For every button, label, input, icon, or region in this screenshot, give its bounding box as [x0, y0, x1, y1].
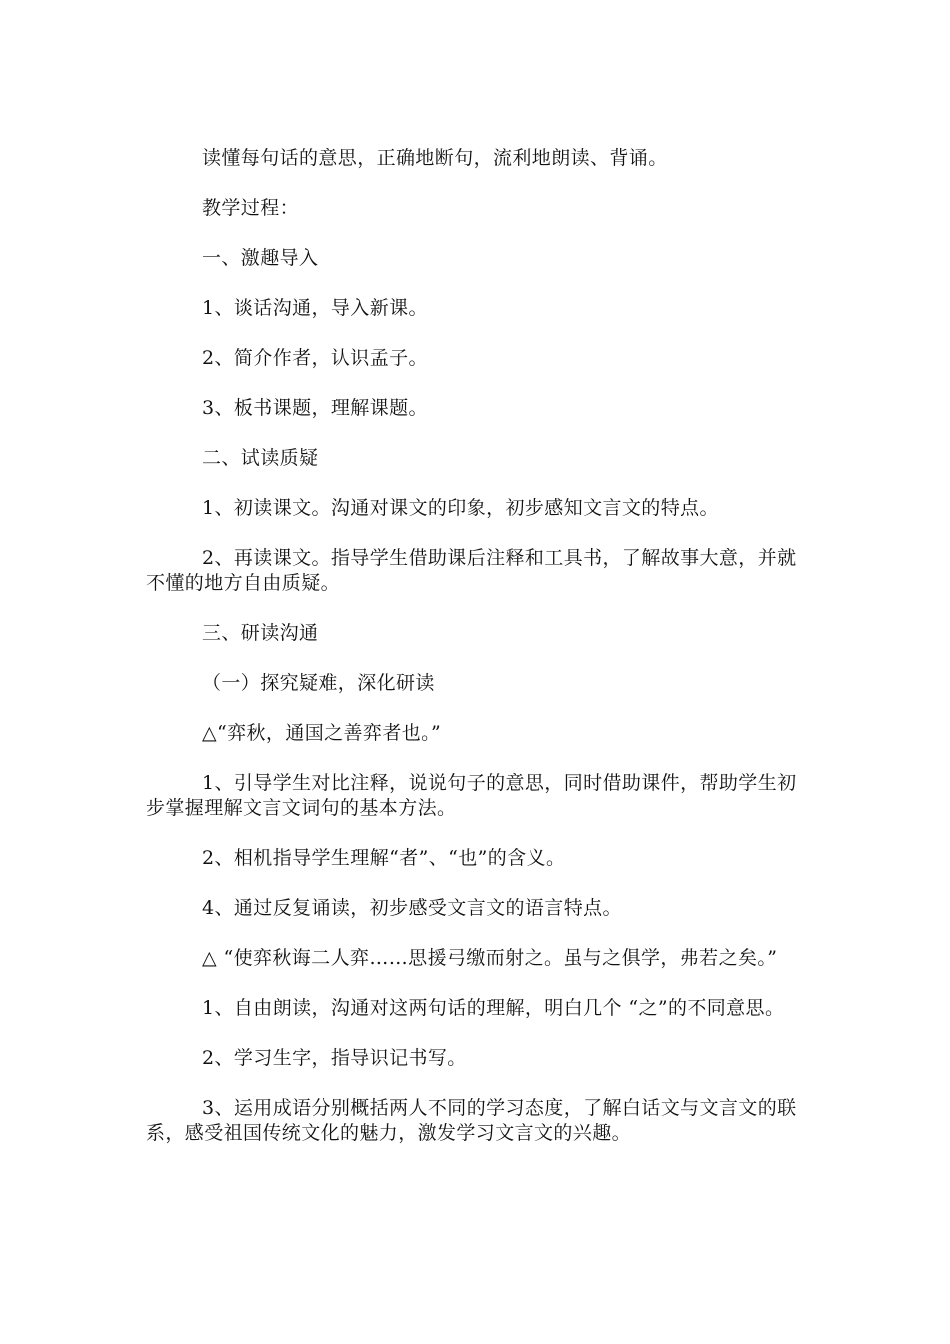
document-page: [146, 146, 806, 1171]
list-item: 4、通过反复诵读，初步感受文言文的语言特点。: [202, 897, 622, 919]
list-item: 1、引导学生对比注释，说说句子的意思，同时借助课件，帮助学生初步掌握理解文言文词句的基本方法。: [146, 772, 797, 819]
list-item: 1、谈话沟通，导入新课。: [202, 297, 428, 319]
subsection-heading: （一）探究疑难，深化研读: [202, 672, 435, 694]
section-heading-2: 二、试读质疑: [202, 447, 319, 469]
list-item: 2、学习生字，指导识记书写。: [202, 1047, 467, 1069]
section-heading-3: 三、研读沟通: [202, 622, 319, 644]
section-heading-1: 一、激趣导入: [202, 247, 319, 269]
list-item: 1、初读课文。沟通对课文的印象，初步感知文言文的特点。: [202, 497, 719, 519]
quote-line: △“弈秋，通国之善弈者也。”: [202, 722, 442, 744]
list-item: 3、板书课题，理解课题。: [202, 397, 428, 419]
heading-teaching-process: 教学过程：: [202, 197, 300, 219]
list-item: 2、相机指导学生理解“者”、“也”的含义。: [202, 847, 566, 869]
quote-line: △ “使弈秋诲二人弈……思援弓缴而射之。虽与之俱学，弗若之矣。”: [202, 947, 778, 969]
list-item: 1、自由朗读，沟通对这两句话的理解，明白几个 “之”的不同意思。: [202, 997, 785, 1019]
list-item: 2、简介作者，认识孟子。: [202, 347, 428, 369]
paragraph-goal: 读懂每句话的意思，正确地断句，流利地朗读、背诵。: [202, 147, 668, 169]
list-item: 3、运用成语分别概括两人不同的学习态度，了解白话文与文言文的联系，感受祖国传统文化的魅力，激发学习文言文的兴趣。: [146, 1097, 797, 1144]
list-item: 2、再读课文。指导学生借助课后注释和工具书，了解故事大意，并就不懂的地方自由质疑。: [146, 547, 797, 594]
